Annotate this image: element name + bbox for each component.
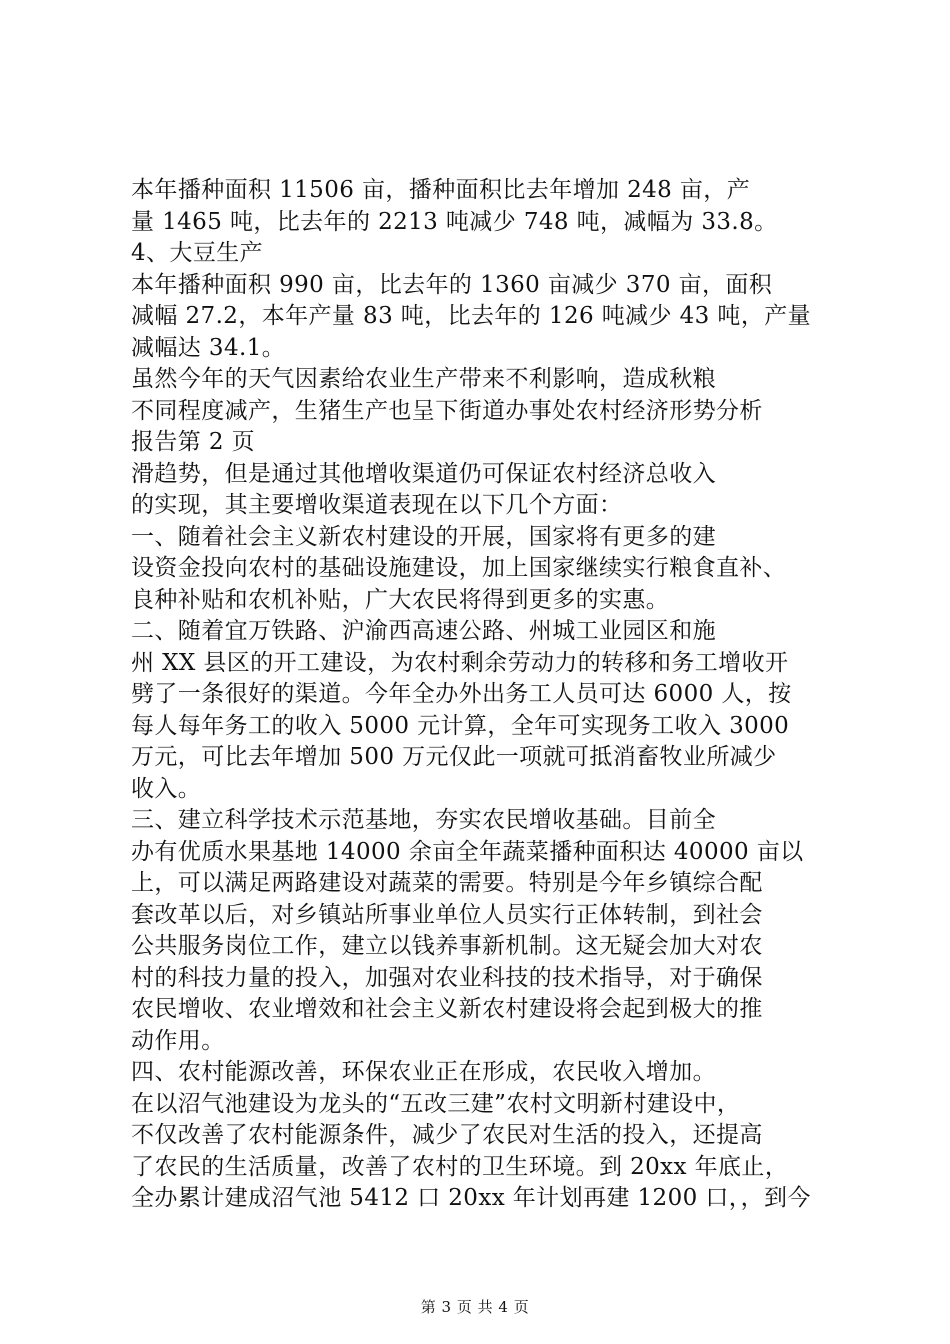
text-line: 报告第 2 页 [131,429,256,455]
text-line: 虽然今年的天气因素给农业生产带来不利影响，造成秋粮 [131,366,716,392]
text-line: 了农民的生活质量，改善了农村的卫生环境。到 20xx 年底止， [131,1154,789,1180]
text-line: 一、随着社会主义新农村建设的开展，国家将有更多的建 [131,524,716,550]
text-line: 四、农村能源改善，环保农业正在形成，农民收入增加。 [131,1059,716,1085]
text-line: 公共服务岗位工作，建立以钱养事新机制。这无疑会加大对农 [131,933,763,959]
text-line: 办有优质水果基地 14000 余亩全年蔬菜播种面积达 40000 亩以 [131,839,804,865]
text-line: 的实现，其主要增收渠道表现在以下几个方面： [131,492,623,518]
text-line: 不仅改善了农村能源条件，减少了农民对生活的投入，还提高 [131,1122,763,1148]
text-line: 减幅达 34.1。 [131,335,286,361]
text-line: 全办累计建成沼气池 5412 口 20xx 年计划再建 1200 口，，到今 [131,1185,811,1211]
text-line: 州 XX 县区的开工建设，为农村剩余劳动力的转移和务工增收开 [131,650,789,676]
text-line: 动作用。 [131,1028,225,1054]
text-line: 设资金投向农村的基础设施建设，加上国家继续实行粮食直补、 [131,555,787,581]
text-line: 每人每年务工的收入 5000 元计算，全年可实现务工收入 3000 [131,713,790,739]
text-line: 本年播种面积 990 亩，比去年的 1360 亩减少 370 亩，面积 [131,272,773,298]
text-line: 不同程度减产，生猪生产也呈下街道办事处农村经济形势分析 [131,398,763,424]
text-line: 减幅 27.2，本年产量 83 吨，比去年的 126 吨减少 43 吨，产量 [131,303,812,329]
text-line: 村的科技力量的投入，加强对农业科技的技术指导，对于确保 [131,965,763,991]
text-line: 良种补贴和农机补贴，广大农民将得到更多的实惠。 [131,587,670,613]
text-line: 本年播种面积 11506 亩，播种面积比去年增加 248 亩，产 [131,177,751,203]
text-line: 上，可以满足两路建设对蔬菜的需要。特别是今年乡镇综合配 [131,870,763,896]
text-line: 三、建立科学技术示范基地，夯实农民增收基础。目前全 [131,807,716,833]
text-line: 量 1465 吨，比去年的 2213 吨减少 748 吨，减幅为 33.8。 [131,209,778,235]
text-line: 万元，可比去年增加 500 万元仅此一项就可抵消畜牧业所减少 [131,744,777,770]
text-line: 劈了一条很好的渠道。今年全办外出务工人员可达 6000 人，按 [131,681,792,707]
section-heading: 4、大豆生产 [131,240,264,266]
text-line: 农民增收、农业增效和社会主义新农村建设将会起到极大的推 [131,996,763,1022]
text-line: 二、随着宜万铁路、沪渝西高速公路、州城工业园区和施 [131,618,716,644]
text-line: 收入。 [131,776,202,802]
page-number-footer: 第 3 页 共 4 页 [420,1298,530,1316]
text-line: 在以沼气池建设为龙头的“五改三建”农村文明新村建设中， [131,1091,741,1117]
text-line: 套改革以后，对乡镇站所事业单位人员实行正体转制，到社会 [131,902,763,928]
text-line: 滑趋势，但是通过其他增收渠道仍可保证农村经济总收入 [131,461,716,487]
